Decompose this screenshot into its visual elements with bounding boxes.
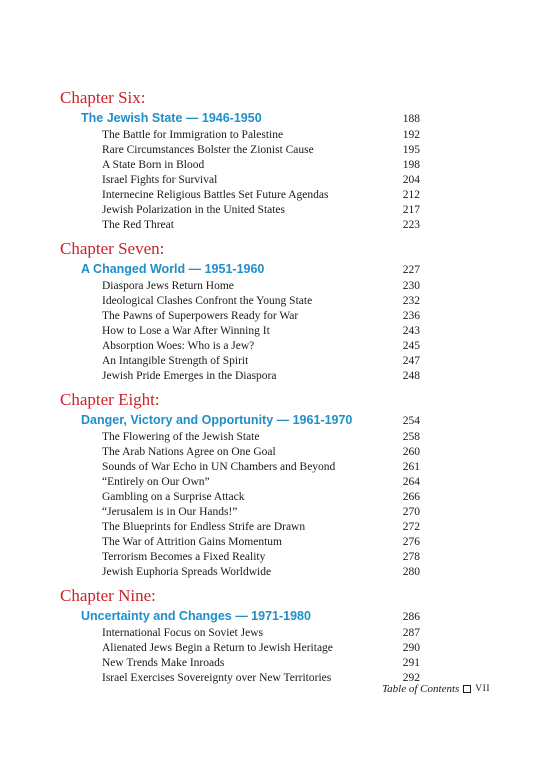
toc-entry[interactable] [60,565,420,580]
entry-title: Sounds of War Echo in UN Chambers and Beyond [102,461,336,473]
entry-title: Israel Exercises Sovereignty over New Territories [102,672,332,684]
entry-title: The Pawns of Superpowers Ready for War [102,310,299,322]
toc-entry[interactable] [60,218,420,233]
chapter-page-number: 227 [402,264,420,276]
chapter-title-row[interactable] [60,109,420,128]
chapter-title-row[interactable] [60,260,420,279]
chapter-label: Chapter Nine: [60,586,156,605]
entry-page-number: 287 [402,627,420,639]
chapter-section [60,390,420,580]
chapter-title: Danger, Victory and Opportunity — 1961-1970 [81,413,353,427]
entry-page-number: 245 [402,340,420,352]
entry-page-number: 243 [402,325,420,337]
entry-page-number: 264 [402,476,420,488]
entry-title: New Trends Make Inroads [102,657,225,669]
toc-entry[interactable] [60,294,420,309]
toc-entry[interactable] [60,550,420,565]
toc-entry[interactable] [60,354,420,369]
chapter-title: Uncertainty and Changes — 1971-1980 [81,609,311,623]
toc-entry[interactable] [60,535,420,550]
footer-label: Table of Contents [382,683,460,695]
entry-title: The War of Attrition Gains Momentum [102,536,282,548]
entry-title: The Flowering of the Jewish State [102,431,260,443]
toc-entry[interactable] [60,173,420,188]
toc-entry[interactable] [60,203,420,218]
square-bullet-icon [463,685,471,693]
entry-page-number: 248 [402,370,420,382]
toc-entry[interactable] [60,430,420,445]
chapter-page-number: 286 [402,611,420,623]
entry-page-number: 232 [402,295,420,307]
chapter-label: Chapter Seven: [60,239,165,258]
toc-entry[interactable] [60,339,420,354]
entry-page-number: 292 [402,672,420,684]
entry-page-number: 247 [402,355,420,367]
entry-title: “Entirely on Our Own” [102,476,210,488]
entry-title: The Red Threat [102,219,174,231]
entry-title: Jewish Pride Emerges in the Diaspora [102,370,277,382]
toc-entry[interactable] [60,505,420,520]
entry-page-number: 266 [402,491,420,503]
entry-title: The Arab Nations Agree on One Goal [102,446,276,458]
entry-page-number: 272 [402,521,420,533]
entry-title: A State Born in Blood [102,159,205,171]
entry-page-number: 276 [402,536,420,548]
entry-title: International Focus on Soviet Jews [102,627,263,639]
chapter-title: A Changed World — 1951-1960 [81,262,265,276]
entry-list [60,128,420,233]
chapter-label: Chapter Eight: [60,390,160,409]
toc-entry[interactable] [60,475,420,490]
entry-page-number: 195 [402,144,420,156]
entry-page-number: 204 [402,174,420,186]
toc-entry[interactable] [60,656,420,671]
entry-title: Absorption Woes: Who is a Jew? [102,340,255,352]
table-of-contents [60,88,420,686]
toc-entry[interactable] [60,520,420,535]
chapter-section [60,586,420,686]
page-footer [382,683,490,695]
entry-title: Gambling on a Surprise Attack [102,491,245,503]
chapter-title: The Jewish State — 1946-1950 [81,111,262,125]
chapter-section [60,88,420,233]
toc-entry[interactable] [60,128,420,143]
entry-title: Diaspora Jews Return Home [102,280,234,292]
toc-entry[interactable] [60,158,420,173]
entry-title: The Battle for Immigration to Palestine [102,129,284,141]
toc-entry[interactable] [60,369,420,384]
entry-title: How to Lose a War After Winning It [102,325,270,337]
entry-page-number: 290 [402,642,420,654]
toc-entry[interactable] [60,641,420,656]
entry-page-number: 278 [402,551,420,563]
toc-entry[interactable] [60,460,420,475]
entry-title: Rare Circumstances Bolster the Zionist Cause [102,144,314,156]
entry-list [60,430,420,580]
entry-title: Alienated Jews Begin a Return to Jewish Heritage [102,642,333,654]
toc-entry[interactable] [60,490,420,505]
entry-page-number: 270 [402,506,420,518]
chapter-section [60,239,420,384]
entry-page-number: 223 [402,219,420,231]
entry-page-number: 212 [402,189,420,201]
entry-page-number: 230 [402,280,420,292]
toc-entry[interactable] [60,445,420,460]
entry-title: Terrorism Becomes a Fixed Reality [102,551,266,563]
chapter-page-number: 254 [402,415,420,427]
toc-entry[interactable] [60,143,420,158]
chapter-title-row[interactable] [60,607,420,626]
chapter-label: Chapter Six: [60,88,146,107]
toc-entry[interactable] [60,626,420,641]
entry-page-number: 260 [402,446,420,458]
entry-page-number: 291 [402,657,420,669]
toc-entry[interactable] [60,324,420,339]
entry-list [60,626,420,686]
entry-page-number: 261 [402,461,420,473]
toc-entry[interactable] [60,309,420,324]
entry-page-number: 217 [402,204,420,216]
entry-page-number: 258 [402,431,420,443]
chapter-page-number: 188 [402,113,420,125]
entry-title: Ideological Clashes Confront the Young State [102,295,313,307]
chapter-title-row[interactable] [60,411,420,430]
entry-page-number: 236 [402,310,420,322]
entry-page-number: 280 [402,566,420,578]
entry-list [60,279,420,384]
entry-title: An Intangible Strength of Spirit [102,355,249,367]
toc-entry[interactable] [60,188,420,203]
entry-title: Internecine Religious Battles Set Future Agendas [102,189,329,201]
entry-title: “Jerusalem is in Our Hands!” [102,506,238,518]
entry-page-number: 192 [402,129,420,141]
entry-page-number: 198 [402,159,420,171]
entry-title: The Blueprints for Endless Strife are Drawn [102,521,306,533]
entry-title: Jewish Polarization in the United States [102,204,286,216]
toc-entry[interactable] [60,671,420,686]
entry-title: Jewish Euphoria Spreads Worldwide [102,566,272,578]
toc-entry[interactable] [60,279,420,294]
footer-page-number: VII [475,684,490,694]
entry-title: Israel Fights for Survival [102,174,218,186]
